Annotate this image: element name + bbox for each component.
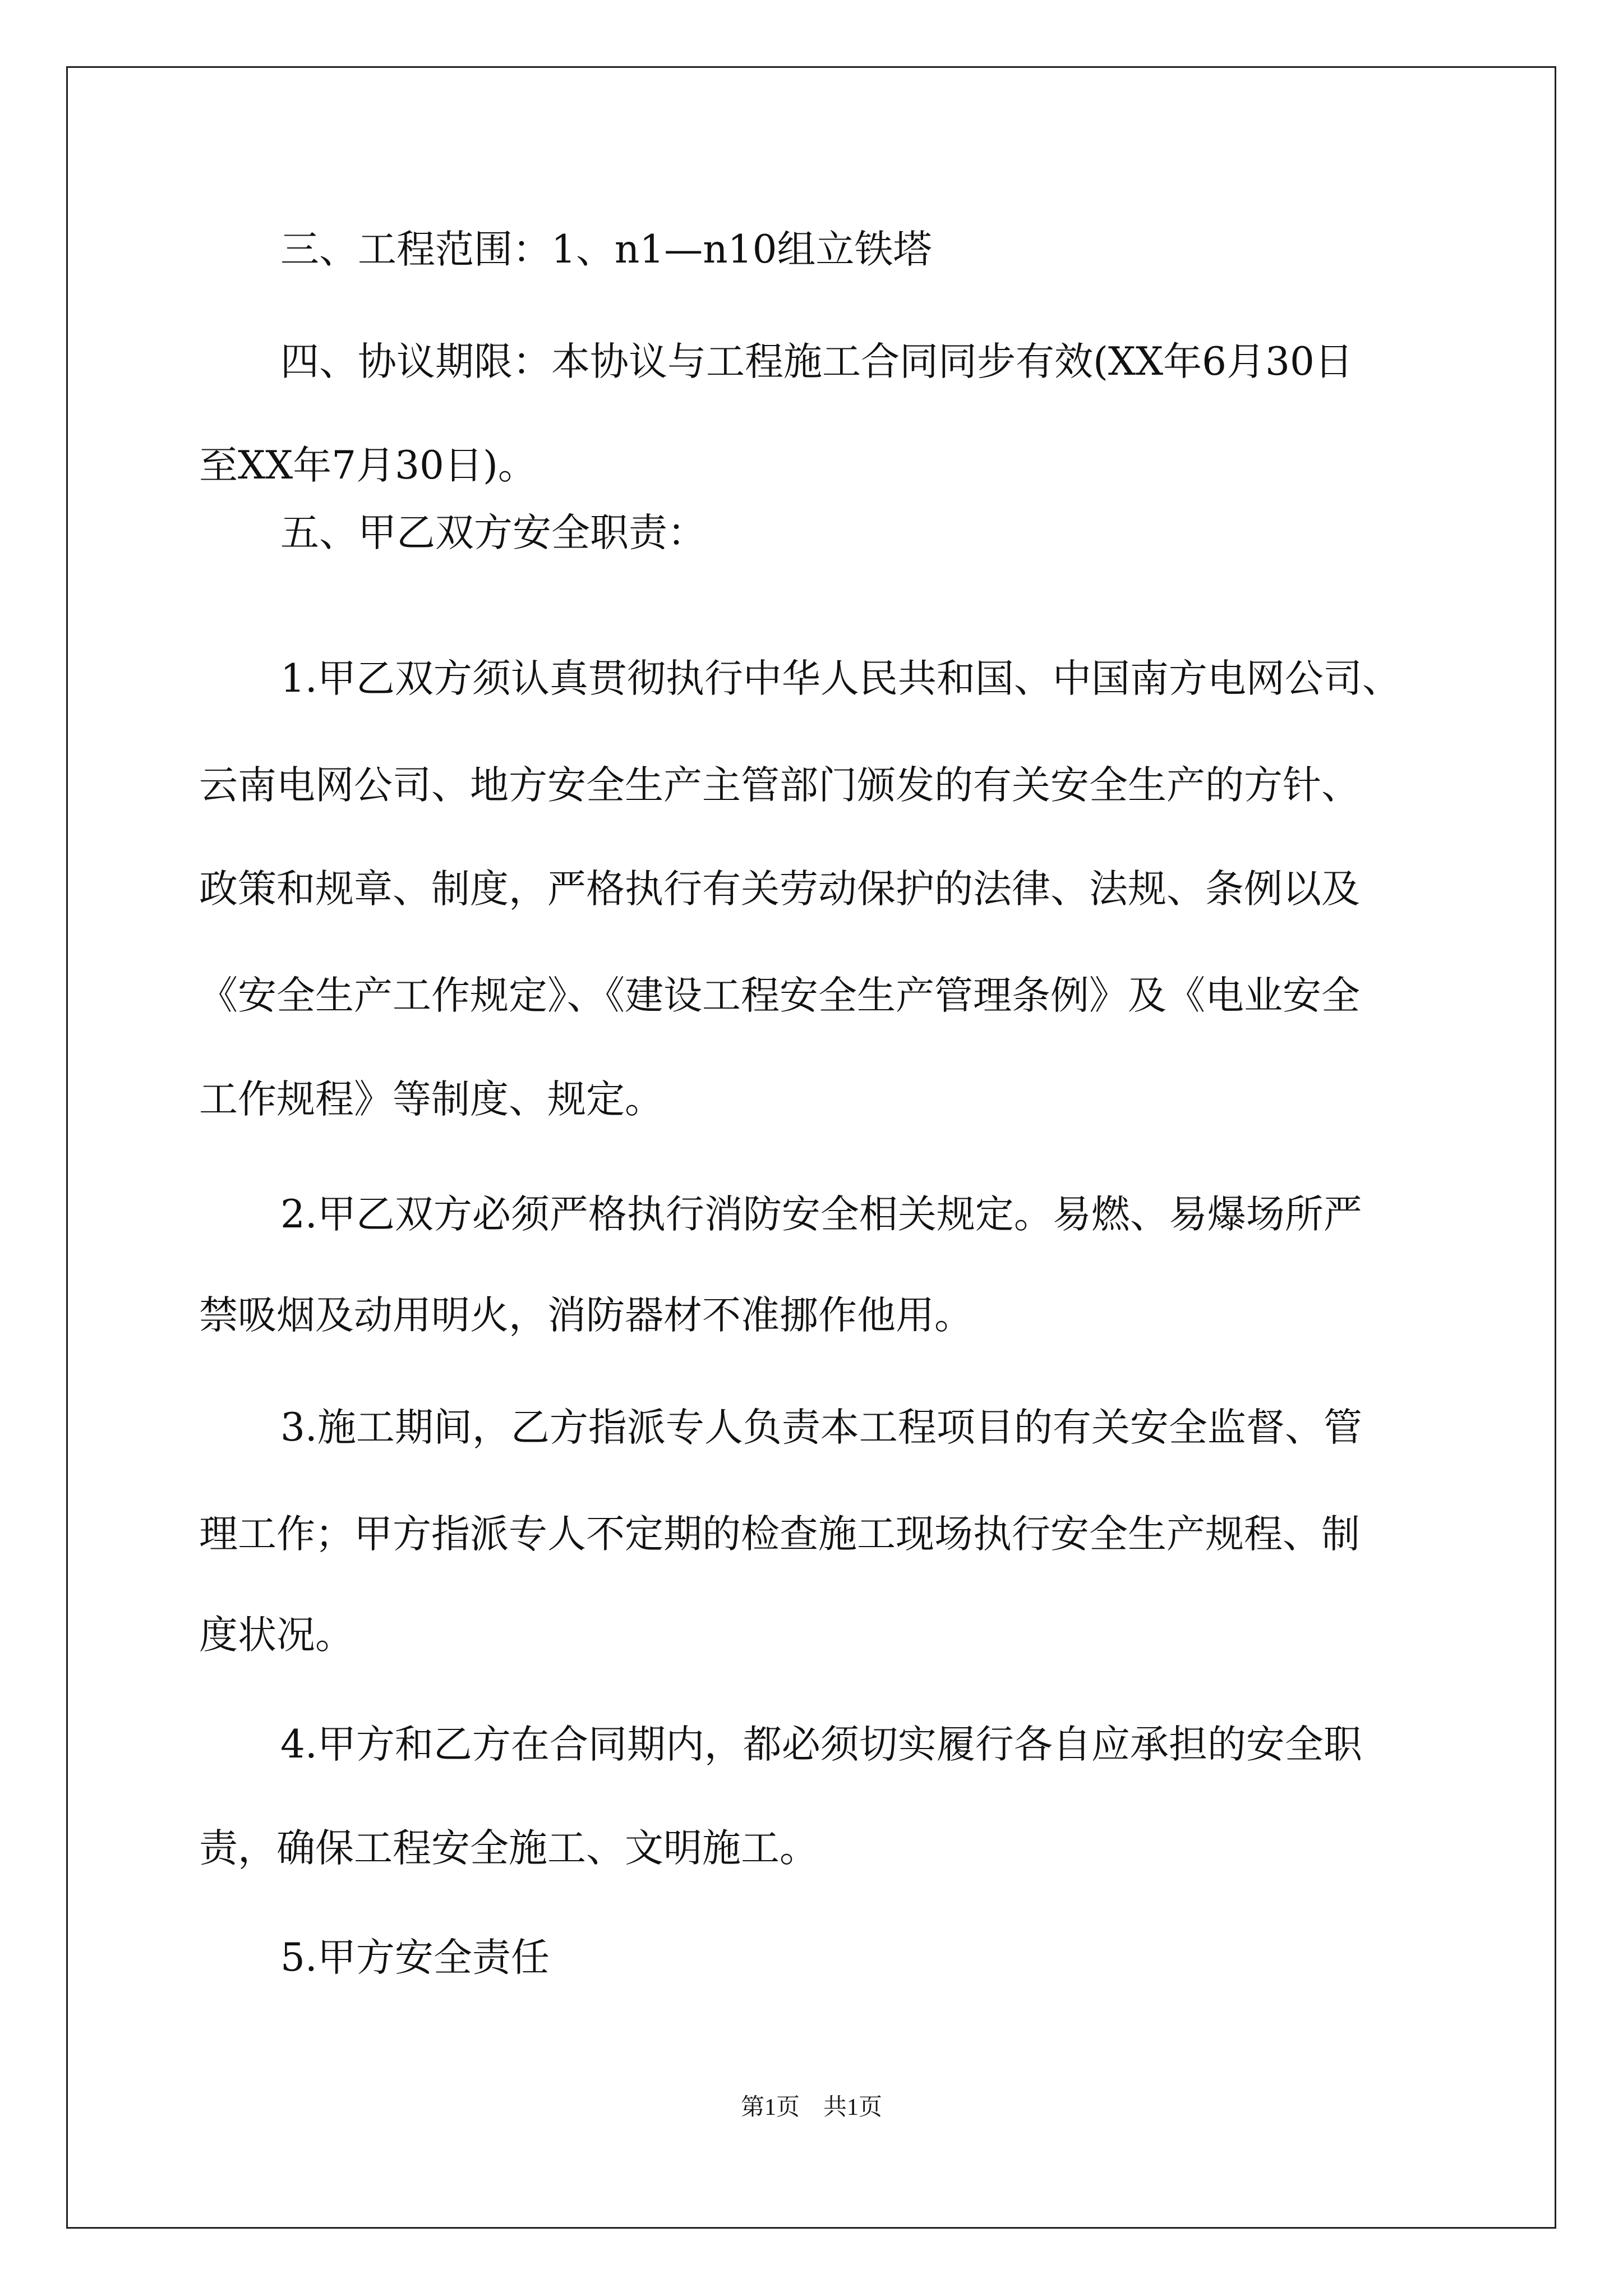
text-line: 禁吸烟及动用明火，消防器材不准挪作他用。 — [199, 1293, 973, 1338]
text-line: 五、甲乙双方安全职责： — [280, 510, 706, 555]
text-line: 1.甲乙双方须认真贯彻执行中华人民共和国、中国南方电网公司、 — [280, 656, 1401, 701]
text-line: 至XX年7月30日)。 — [199, 443, 537, 488]
page-border — [66, 66, 1556, 2229]
text-line: 《安全生产工作规定》、《建设工程安全生产管理条例》及《电业安全 — [199, 973, 1360, 1018]
text-line: 政策和规章、制度，严格执行有关劳动保护的法律、法规、条例以及 — [199, 867, 1360, 912]
text-line: 责，确保工程安全施工、文明施工。 — [199, 1826, 818, 1871]
page-footer: 第1页 共1页 — [740, 2095, 882, 2120]
text-line: 度状况。 — [199, 1613, 354, 1658]
text-line: 5.甲方安全责任 — [280, 1935, 550, 1980]
text-line: 理工作；甲方指派专人不定期的检查施工现场执行安全生产规程、制 — [199, 1512, 1360, 1557]
text-line: 云南电网公司、地方安全生产主管部门颁发的有关安全生产的方针、 — [199, 763, 1360, 808]
text-line: 三、工程范围：1、n1—n10组立铁塔 — [280, 227, 932, 272]
text-line: 四、协议期限：本协议与工程施工合同同步有效(XX年6月30日 — [280, 339, 1353, 384]
text-line: 工作规程》等制度、规定。 — [199, 1077, 663, 1122]
text-line: 4.甲方和乙方在合同期内，都必须切实履行各自应承担的安全职 — [280, 1722, 1362, 1767]
text-line: 3.施工期间，乙方指派专人负责本工程项目的有关安全监督、管 — [280, 1405, 1362, 1450]
text-line: 2.甲乙双方必须严格执行消防安全相关规定。易燃、易爆场所严 — [280, 1192, 1362, 1237]
